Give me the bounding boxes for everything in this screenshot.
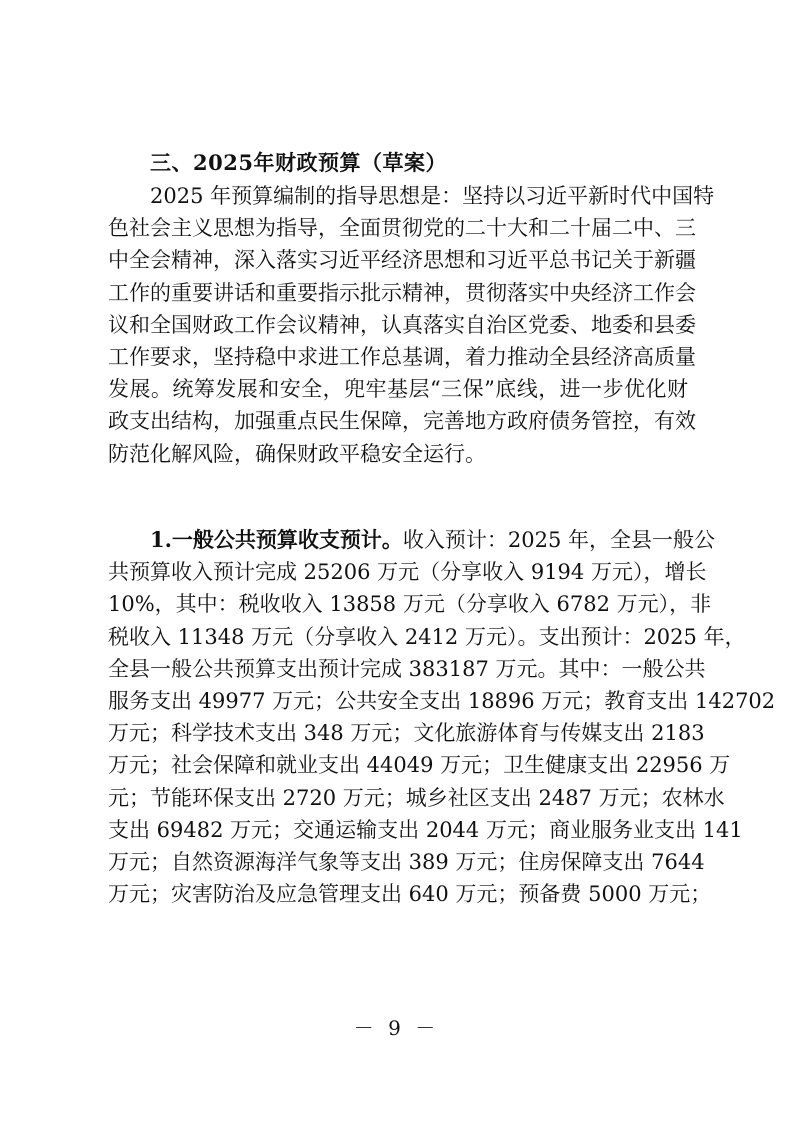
paragraph-line: 10%，其中：税收收入 13858 万元（分享收入 6782 万元），非 bbox=[108, 592, 712, 617]
paragraph-line: 工作的重要讲话和重要指示批示精神，贯彻落实中央经济工作会 bbox=[108, 280, 696, 305]
paragraph-guiding-ideology bbox=[108, 180, 715, 470]
paragraph-first-line bbox=[108, 524, 716, 556]
paragraph-line: 发展。统筹发展和安全，兜牢基层“三保”底线，进一步优化财 bbox=[108, 377, 688, 402]
paragraph-line: 色社会主义思想为指导，全面贯彻党的二十大和二十届二中、三 bbox=[108, 216, 696, 241]
paragraph-lead-title: 1.一般公共预算收支预计。 bbox=[150, 527, 403, 552]
paragraph-lead-rest: 收入预计：2025 年，全县一般公 bbox=[402, 528, 716, 552]
paragraph-line: 2025 年预算编制的指导思想是：坚持以习近平新时代中国特 bbox=[150, 184, 715, 208]
paragraph-line: 支出 69482 万元；交通运输支出 2044 万元；商业服务业支出 141 bbox=[108, 817, 743, 842]
paragraph-line: 共预算收入预计完成 25206 万元（分享收入 9194 万元），增长 bbox=[108, 560, 707, 585]
paragraph-line: 元；节能环保支出 2720 万元；城乡社区支出 2487 万元；农林水 bbox=[108, 785, 725, 810]
paragraph-line: 全县一般公共预算支出预计完成 383187 万元。其中：一般公共 bbox=[108, 656, 706, 681]
section-heading: 三、2025年财政预算（草案） bbox=[150, 150, 447, 175]
paragraph-budget-estimate bbox=[108, 524, 776, 910]
paragraph-line: 防范化解风险，确保财政平稳安全运行。 bbox=[108, 441, 486, 466]
paragraph-line: 服务支出 49977 万元；公共安全支出 18896 万元；教育支出 142702 bbox=[108, 688, 776, 713]
paragraph-line: 议和全国财政工作会议精神，认真落实自治区党委、地委和县委 bbox=[108, 312, 696, 337]
paragraph-line: 政支出结构，加强重点民生保障，完善地方政府债务管控，有效 bbox=[108, 409, 696, 434]
paragraph-line: 万元；科学技术支出 348 万元；文化旅游体育与传媒支出 2183 bbox=[108, 721, 705, 746]
paragraph-line: 中全会精神，深入落实习近平经济思想和习近平总书记关于新疆 bbox=[108, 248, 696, 273]
paragraph-line: 工作要求，坚持稳中求进工作总基调，着力推动全县经济高质量 bbox=[108, 344, 696, 369]
paragraph-line: 万元；社会保障和就业支出 44049 万元；卫生健康支出 22956 万 bbox=[108, 753, 731, 778]
paragraph-line: 万元；自然资源海洋气象等支出 389 万元；住房保障支出 7644 bbox=[108, 849, 705, 874]
paragraph-line: 税收入 11348 万元（分享收入 2412 万元）。支出预计：2025 年， bbox=[108, 624, 746, 649]
paragraph-line: 万元；灾害防治及应急管理支出 640 万元；预备费 5000 万元； bbox=[108, 882, 712, 907]
page-number: － 9 － bbox=[353, 1016, 440, 1040]
